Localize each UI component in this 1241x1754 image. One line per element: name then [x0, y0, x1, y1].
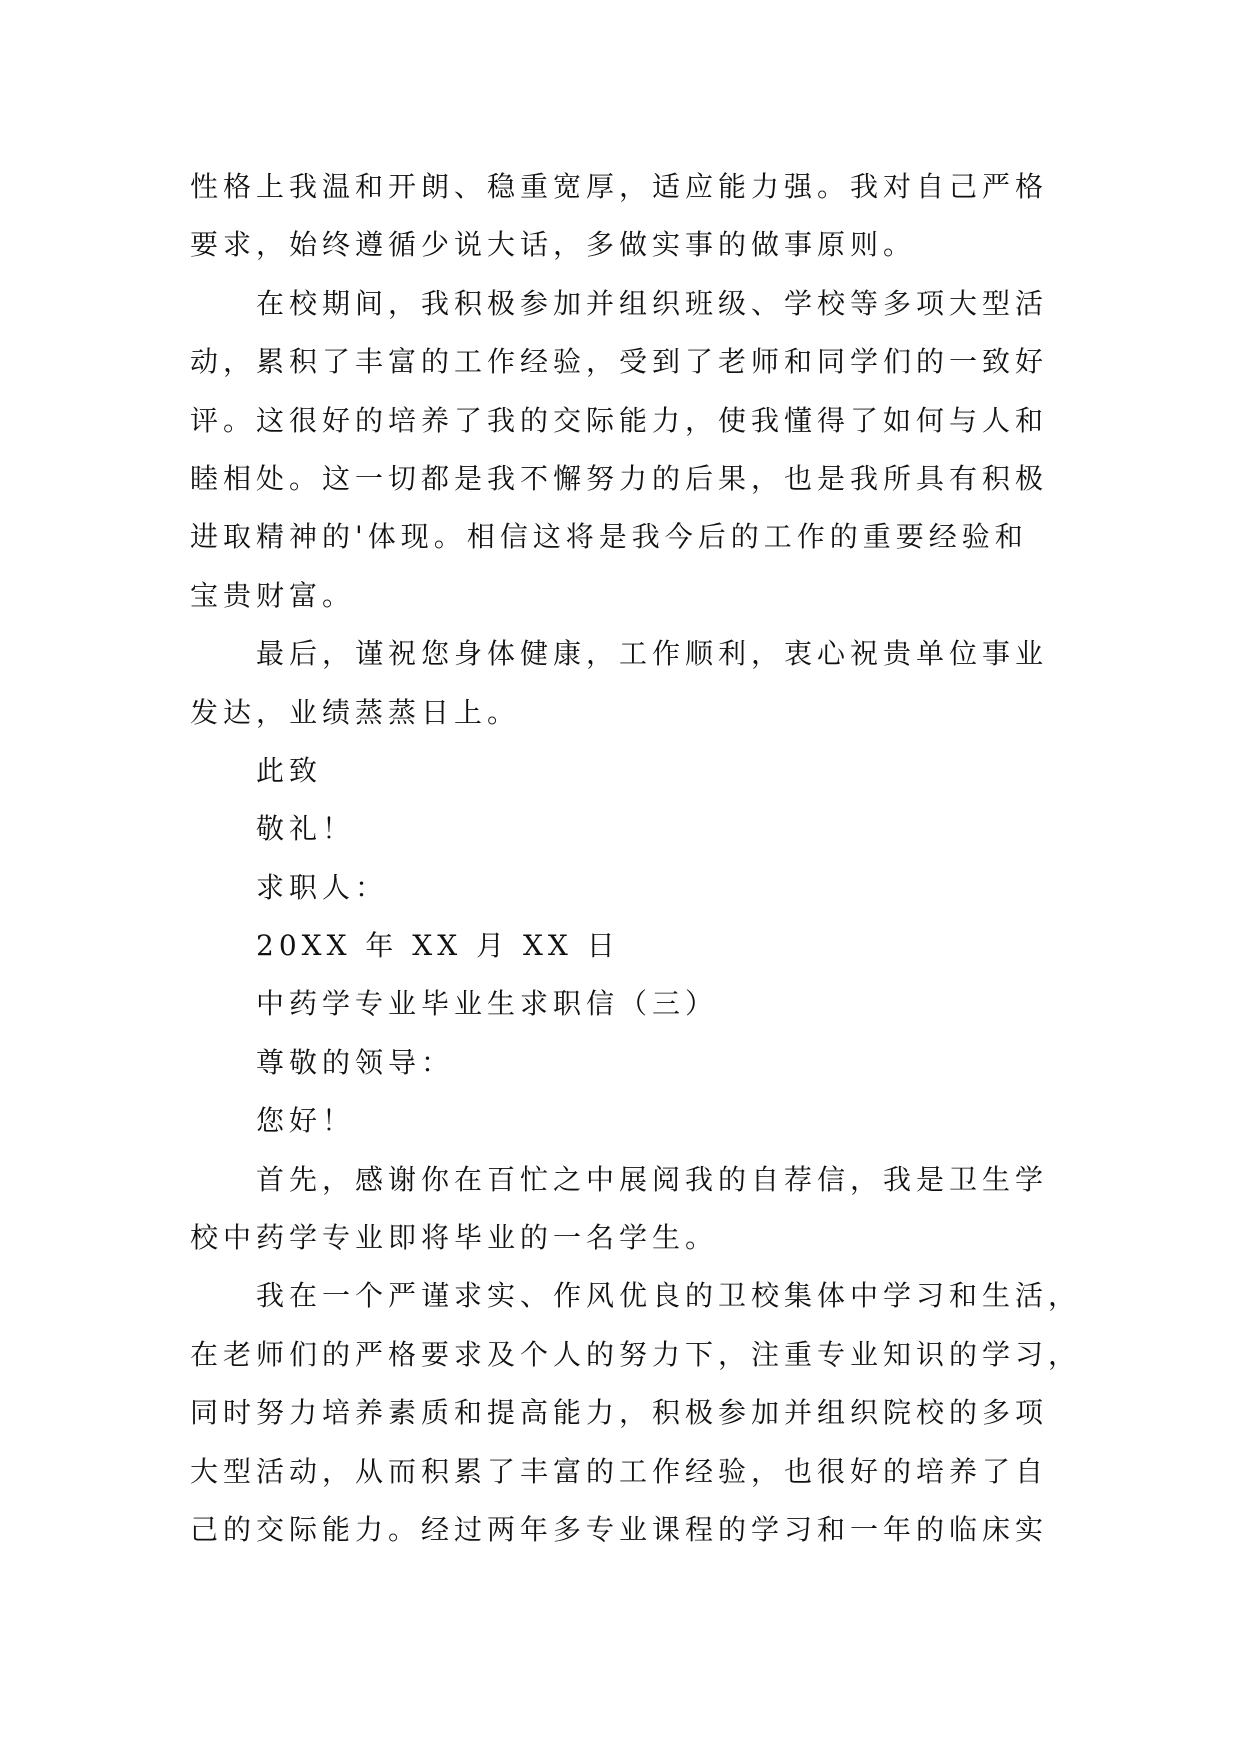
- greeting-hello: 您好！: [256, 1104, 356, 1138]
- text-line: 性格上我温和开朗、稳重宽厚，适应能力强。我对自己严格: [190, 170, 1049, 203]
- text-line: 最后，谨祝您身体健康，工作顺利，衷心祝贵单位事业: [256, 637, 1049, 671]
- text-line: 发达，业绩蒸蒸日上。: [190, 695, 521, 729]
- letter-date: 20XX 年 XX 月 XX 日: [256, 929, 620, 963]
- text-line: 同时努力培养素质和提高能力，积极参加并组织院校的多项: [190, 1396, 1049, 1430]
- text-line: 宝贵财富。: [190, 578, 356, 612]
- closing-salutation: 此致: [256, 753, 323, 787]
- text-line: 首先，感谢你在百忙之中展阅我的自荐信，我是卫生学: [256, 1162, 1049, 1196]
- applicant-label: 求职人：: [256, 870, 389, 904]
- text-line: 睦相处。这一切都是我不懈努力的后果，也是我所具有积极: [190, 461, 1049, 495]
- closing-regards: 敬礼！: [256, 812, 356, 846]
- greeting-recipient: 尊敬的领导：: [256, 1045, 455, 1079]
- text-line: 在校期间，我积极参加并组织班级、学校等多项大型活: [256, 286, 1049, 320]
- section-title: 中药学专业毕业生求职信（三）: [256, 987, 719, 1021]
- text-line: 要求，始终遵循少说大话，多做实事的做事原则。: [190, 228, 917, 262]
- text-line: 进取精神的'体现。相信这将是我今后的工作的重要经验和: [190, 520, 1028, 554]
- document-page: [190, 158, 1082, 1559]
- text-line: 校中药学专业即将毕业的一名学生。: [190, 1221, 719, 1255]
- text-line: 在老师们的严格要求及个人的努力下，注重专业知识的学习，: [190, 1337, 1082, 1371]
- text-line: 我在一个严谨求实、作风优良的卫校集体中学习和生活，: [256, 1279, 1082, 1313]
- text-line: 动，累积了丰富的工作经验，受到了老师和同学们的一致好: [190, 345, 1049, 379]
- text-line: 大型活动，从而积累了丰富的工作经验，也很好的培养了自: [190, 1454, 1049, 1488]
- text-line: 评。这很好的培养了我的交际能力，使我懂得了如何与人和: [190, 403, 1049, 437]
- text-line: 己的交际能力。经过两年多专业课程的学习和一年的临床实: [190, 1512, 1049, 1546]
